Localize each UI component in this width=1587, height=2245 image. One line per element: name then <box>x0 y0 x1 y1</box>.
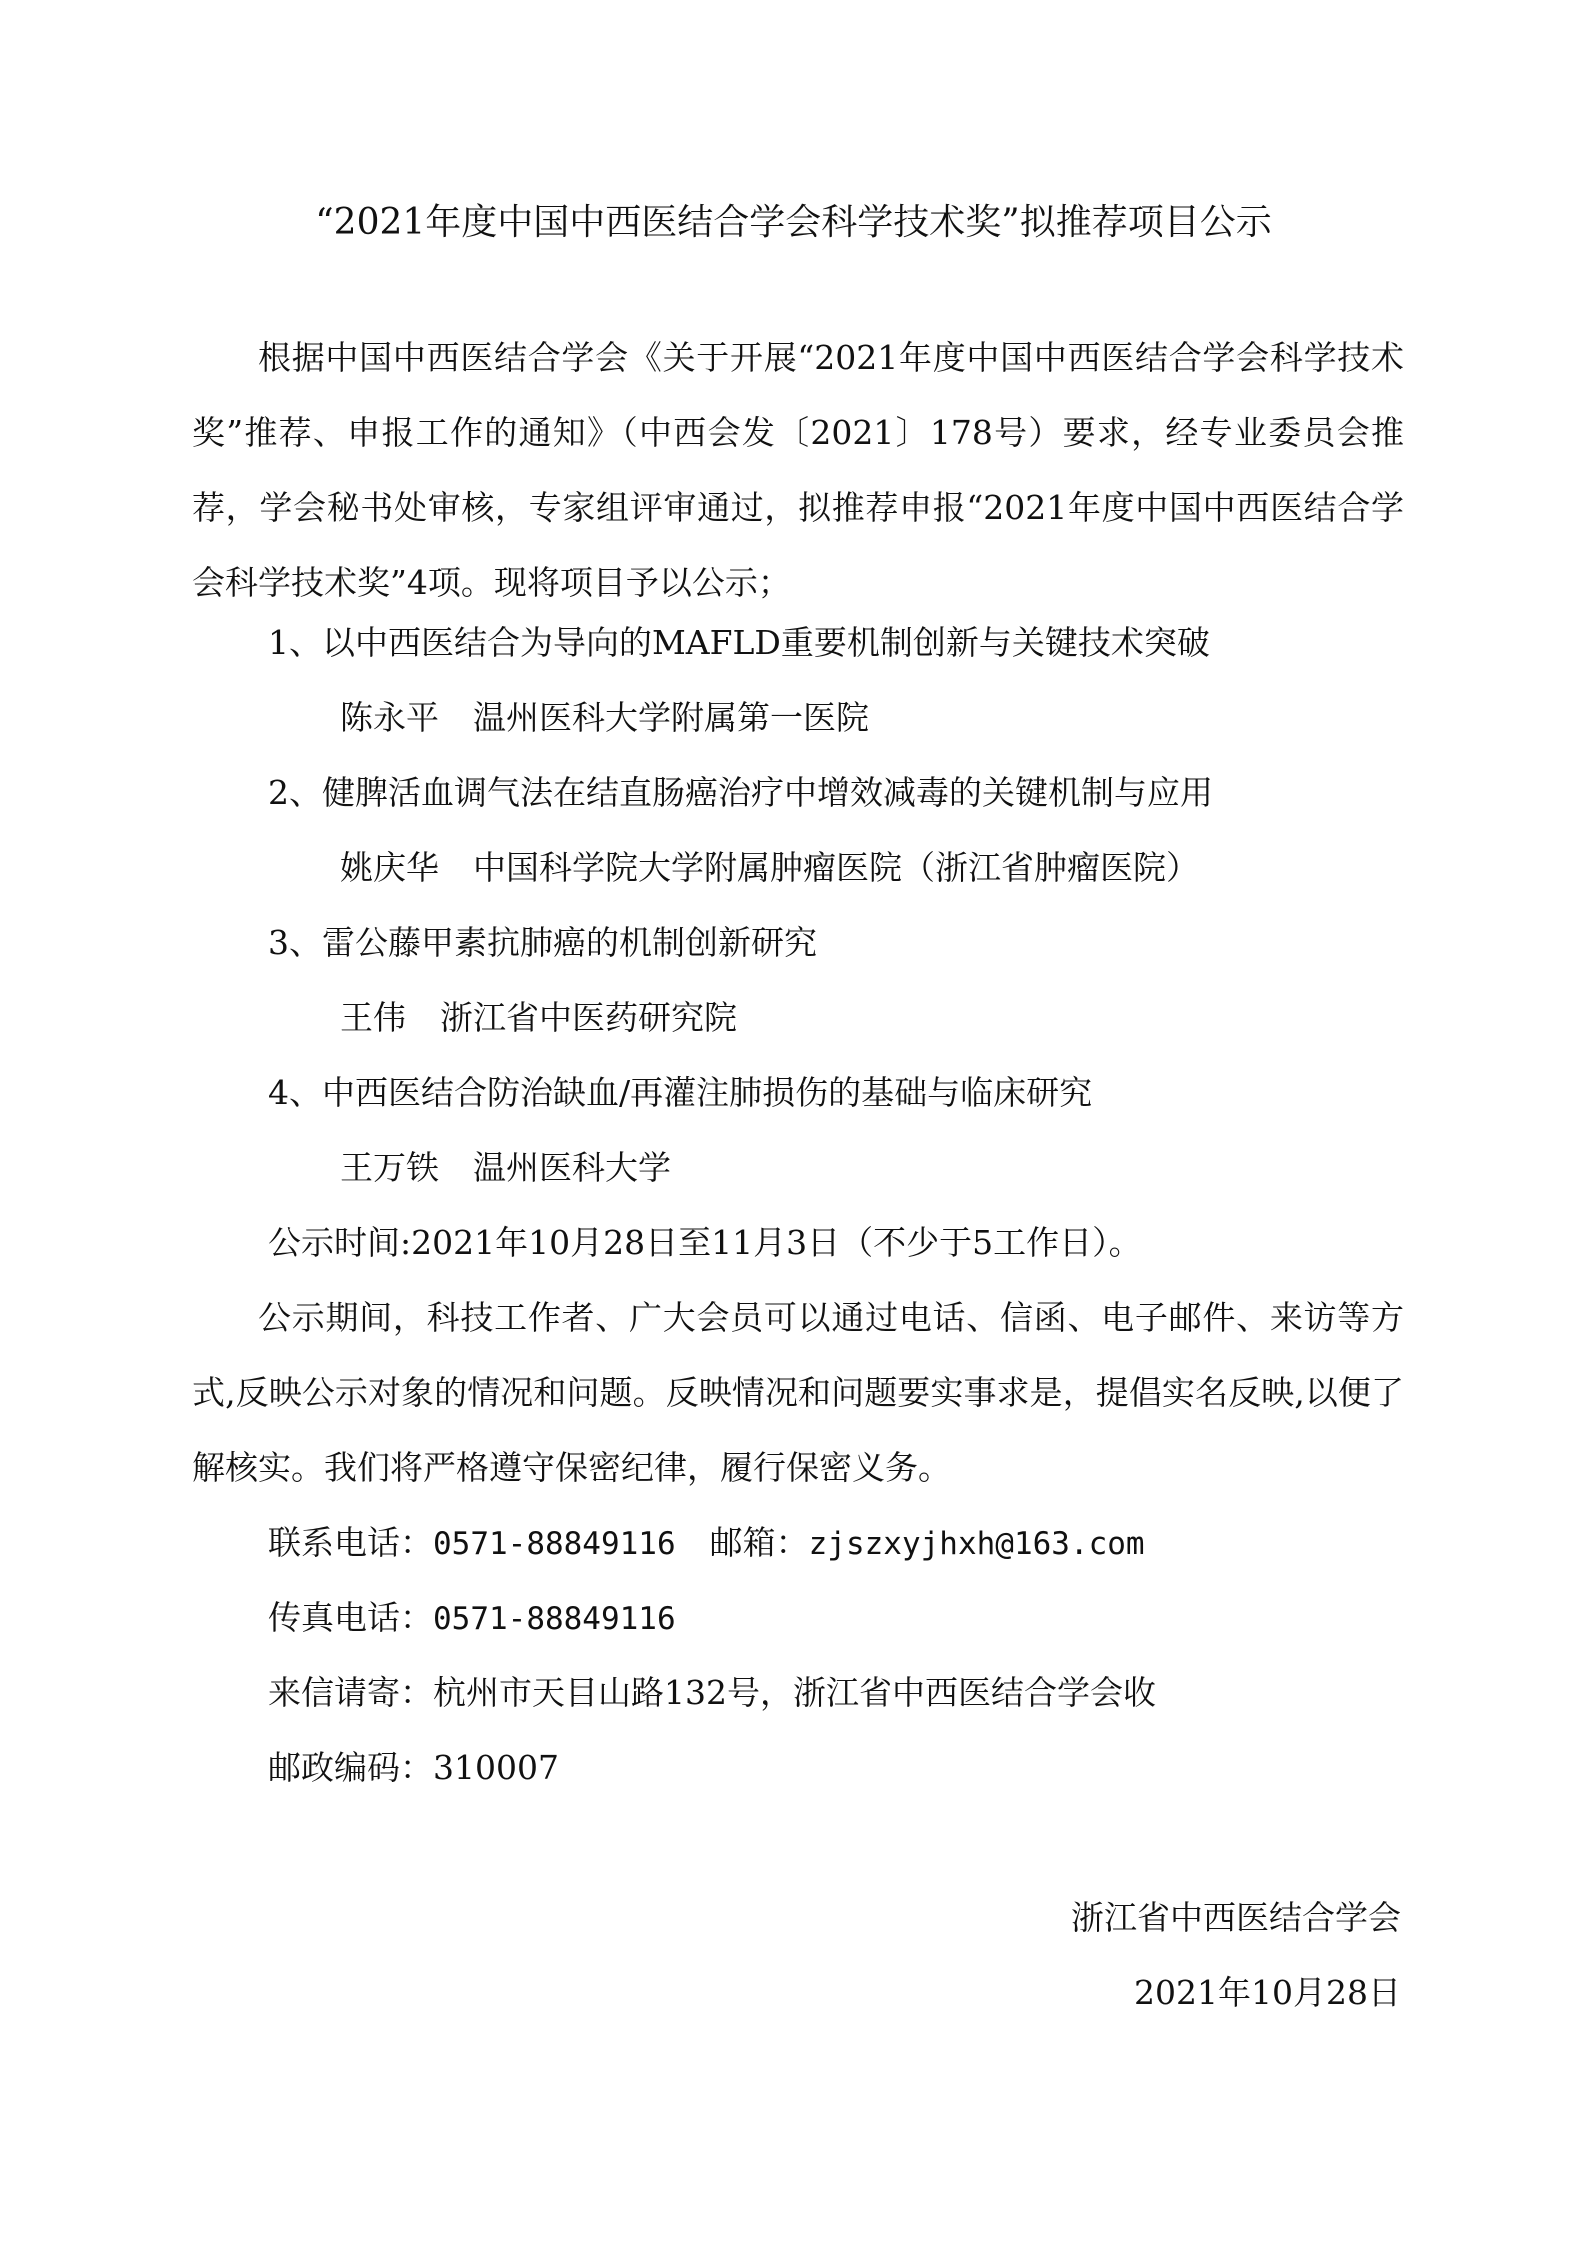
feedback-paragraph: 公示期间，科技工作者、广大会员可以通过电话、信函、电子邮件、来访等方式,反映公示对象的情况和问题。反映情况和问题要实事求是，提倡实名反映,以便了解核实。我们将严格遵守保密纪律，履行保密义务。 <box>192 1298 1404 1487</box>
phone-label: 联系电话： <box>268 1523 433 1562</box>
address-value: 杭州市天目山路132号，浙江省中西医结合学会收 <box>433 1673 1156 1712</box>
fax-line <box>268 1580 676 1657</box>
project-2-applicant <box>340 830 1199 905</box>
page-title: “2021年度中国中西医结合学会科学技术奖”拟推荐项目公示 <box>315 202 1272 243</box>
project-3-person: 王伟 <box>340 998 406 1037</box>
project-2-title: 2、健脾活血调气法在结直肠癌治疗中增效减毒的关键机制与应用 <box>268 773 1213 812</box>
project-4-title: 4、中西医结合防治缺血/再灌注肺损伤的基础与临床研究 <box>268 1073 1093 1112</box>
postcode-label: 邮政编码： <box>268 1748 433 1787</box>
project-1-applicant <box>340 680 869 755</box>
signature-org: 浙江省中西医结合学会 <box>1071 1898 1401 1937</box>
postcode-value: 310007 <box>433 1748 559 1787</box>
project-4-person: 王万铁 <box>340 1148 439 1187</box>
project-2-person: 姚庆华 <box>340 848 439 887</box>
fax-number: 0571-88849116 <box>433 1601 676 1637</box>
email-address[interactable]: zjszxyjhxh@163.com <box>808 1526 1145 1562</box>
project-1-title: 1、以中西医结合为导向的MAFLD重要机制创新与关键技术突破 <box>268 623 1210 662</box>
email-label: 邮箱： <box>709 1523 809 1562</box>
project-3-institution: 浙江省中医药研究院 <box>440 998 737 1037</box>
phone-number: 0571-88849116 <box>433 1526 676 1562</box>
project-3-applicant <box>340 980 737 1055</box>
project-1-person: 陈永平 <box>340 698 439 737</box>
project-1-institution: 温州医科大学附属第一医院 <box>473 698 869 737</box>
address-label: 来信请寄： <box>268 1673 433 1712</box>
publicity-period: 公示时间:2021年10月28日至11月3日（不少于5工作日）。 <box>268 1223 1142 1262</box>
project-4-institution: 温州医科大学 <box>473 1148 671 1187</box>
signature-date: 2021年10月28日 <box>1134 1973 1401 2012</box>
address-line <box>268 1655 1156 1730</box>
postcode-line <box>268 1730 559 1805</box>
intro-paragraph: 根据中国中西医结合学会《关于开展“2021年度中国中西医结合学会科学技术奖”推荐、申报工作的通知》（中西会发〔2021〕178号）要求，经专业委员会推荐，学会秘书处审核，专家组评审通过，拟推荐申报“2021年度中国中西医结合学会科学技术奖”4项。现将项目予以公示； <box>192 338 1404 602</box>
project-3-title: 3、雷公藤甲素抗肺癌的机制创新研究 <box>268 923 817 962</box>
fax-label: 传真电话： <box>268 1598 433 1637</box>
project-2-institution: 中国科学院大学附属肿瘤医院（浙江省肿瘤医院） <box>473 848 1199 887</box>
contact-line <box>268 1505 1145 1582</box>
project-4-applicant <box>340 1130 671 1205</box>
